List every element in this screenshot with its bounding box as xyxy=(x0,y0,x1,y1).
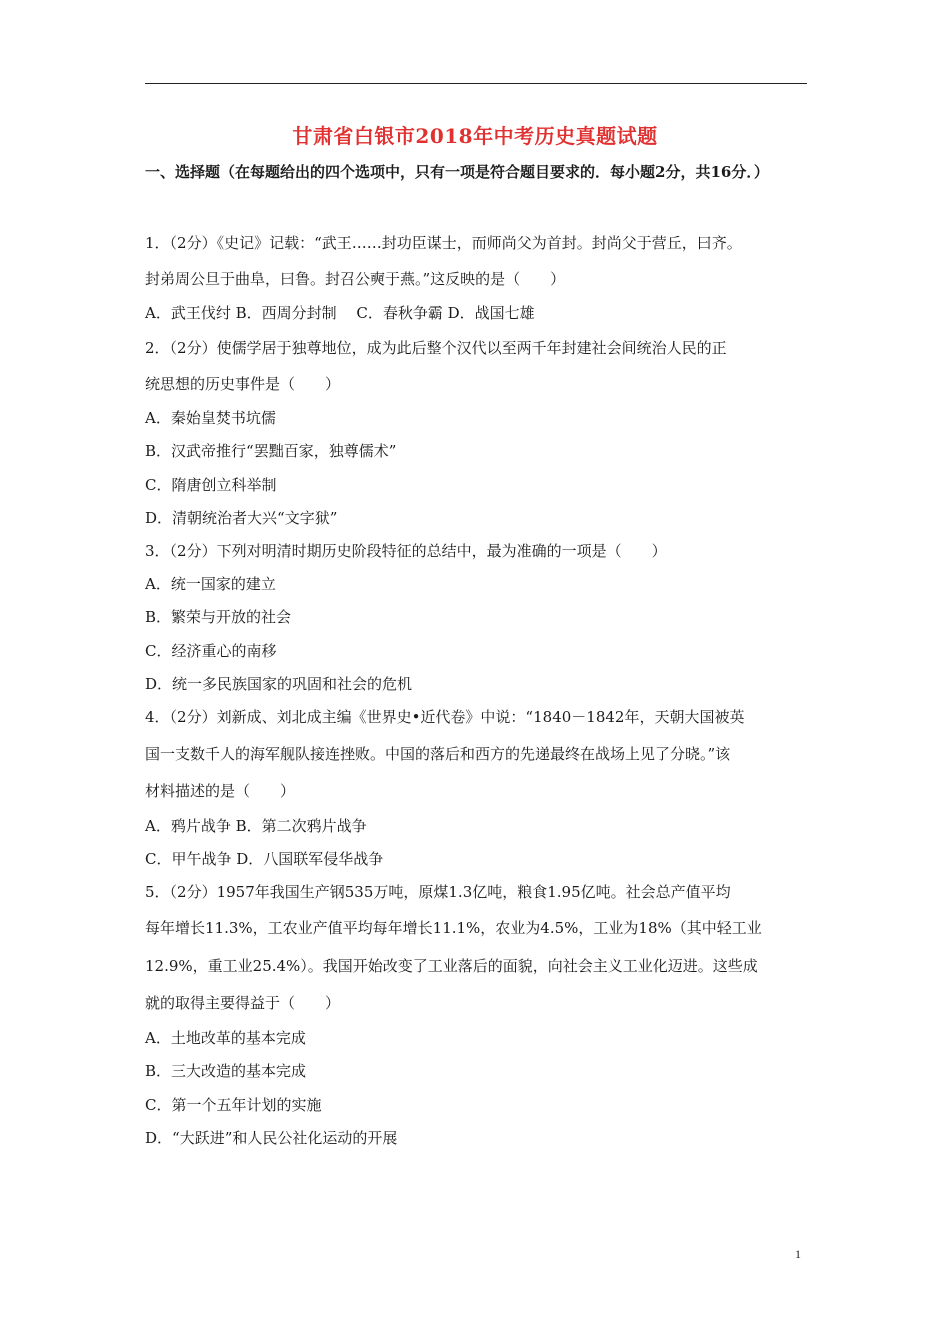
text-line: 每年增长11.3%，工农业产值平均每年增长11.1%，农业为4.5%，工业为18%（其中轻工业 xyxy=(145,919,762,937)
text-line: C．隋唐创立科举制 xyxy=(145,476,277,494)
text-line: D．清朝统治者大兴“文字狱” xyxy=(145,509,338,527)
text-line: C．经济重心的南移 xyxy=(145,642,277,660)
text-line: 12.9%，重工业25.4%）。我国开始改变了工业落后的面貌，向社会主义工业化迈进。这些成 xyxy=(145,957,758,975)
text-line: 2．（2分）使儒学居于独尊地位，成为此后整个汉代以至两千年封建社会间统治人民的正 xyxy=(145,339,727,357)
text-line: B．汉武帝推行“罢黜百家，独尊儒术” xyxy=(145,442,397,460)
text-line: 国一支数千人的海军舰队接连挫败。中国的落后和西方的先递最终在战场上见了分晓。”该 xyxy=(145,745,731,763)
text-line: 材料描述的是（ ） xyxy=(145,782,296,800)
text-line: A．鸦片战争 B．第二次鸦片战争 xyxy=(145,817,367,835)
text-line: B．三大改造的基本完成 xyxy=(145,1062,307,1080)
text-line: A．武王伐纣 B．西周分封制 C．春秋争霸 D．战国七雄 xyxy=(145,304,535,322)
text-line: A．土地改革的基本完成 xyxy=(145,1029,306,1047)
text-line: 封弟周公旦于曲阜，曰鲁。封召公奭于燕。”这反映的是（ ） xyxy=(145,270,566,288)
text-line: A．秦始皇焚书坑儒 xyxy=(145,409,276,427)
text-line: C．第一个五年计划的实施 xyxy=(145,1096,322,1114)
text-line: 5．（2分）1957年我国生产钢535万吨，原煤1.3亿吨，粮食1.95亿吨。社会总产值平均 xyxy=(145,883,731,901)
text-line: 统思想的历史事件是（ ） xyxy=(145,375,341,393)
text-line: D．统一多民族国家的巩固和社会的危机 xyxy=(145,675,413,693)
text-line: 3．（2分）下列对明清时期历史阶段特征的总结中，最为准确的一项是（ ） xyxy=(145,542,667,560)
text-line: 就的取得主要得益于（ ） xyxy=(145,994,341,1012)
text-line: 4．（2分）刘新成、刘北成主编《世界史•近代卷》中说：“1840－1842年，天朝大国被英 xyxy=(145,708,745,726)
page-number: 1 xyxy=(795,1247,801,1261)
text-line: B．繁荣与开放的社会 xyxy=(145,608,292,626)
text-line: C．甲午战争 D．八国联军侵华战争 xyxy=(145,850,384,868)
text-line: D．“大跃进”和人民公社化运动的开展 xyxy=(145,1129,398,1147)
document-title: 甘肃省白银市2018年中考历史真题试题 xyxy=(292,124,658,148)
section-heading: 一、选择题（在每题给出的四个选项中，只有一项是符合题目要求的．每小题2分，共16分．） xyxy=(145,163,769,181)
text-line: A．统一国家的建立 xyxy=(145,575,276,593)
header-rule xyxy=(145,83,807,84)
text-line: 1．（2分）《史记》记载：“武王……封功臣谋士，而师尚父为首封。封尚父于营丘，曰齐。 xyxy=(145,234,742,252)
